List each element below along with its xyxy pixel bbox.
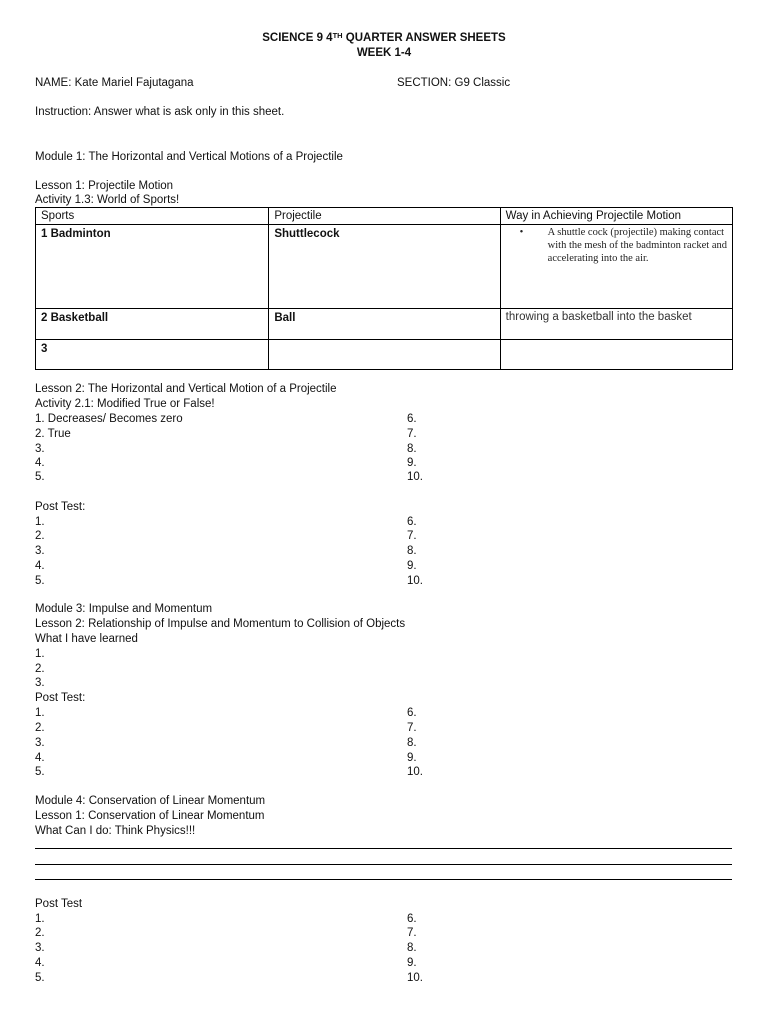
post-answer-left: 2. [35, 530, 45, 542]
answer-right: 10. [407, 471, 423, 483]
post-answer-left: 1. [35, 707, 45, 719]
post-answer-right: 7. [407, 927, 417, 939]
answer-left: 4. [35, 457, 45, 469]
student-name: NAME: Kate Mariel Fajutagana [35, 77, 194, 89]
table-row [36, 225, 733, 309]
post-answer-right: 10. [407, 766, 423, 778]
post-answer-right: 7. [407, 530, 417, 542]
sport-cell: 1 Badminton [36, 225, 269, 309]
projectile-cell: Ball [269, 309, 500, 340]
post-answer-left: 3. [35, 545, 45, 557]
sport-cell: 2 Basketball [36, 309, 269, 340]
answer-left: 1. Decreases/ Becomes zero [35, 413, 183, 425]
way-cell [500, 340, 732, 370]
instruction-text: Instruction: Answer what is ask only in this sheet. [35, 106, 285, 118]
header-projectile: Projectile [269, 208, 500, 225]
way-cell: • A shuttle cock (projectile) making contact with the mesh of the badminton racket and accelerating into the air. [500, 225, 732, 309]
answer-left: 2. True [35, 428, 71, 440]
projectile-cell [269, 340, 500, 370]
module4-lesson: Lesson 1: Conservation of Linear Momentum [35, 810, 265, 822]
post-answer-right: 6. [407, 516, 417, 528]
post-answer-right: 8. [407, 737, 417, 749]
module4-title: Module 4: Conservation of Linear Momentum [35, 795, 266, 807]
post-answer-left: 4. [35, 560, 45, 572]
activity2-title: Activity 2.1: Modified True or False! [35, 398, 215, 410]
answer-right: 9. [407, 457, 417, 469]
answer-right: 8. [407, 443, 417, 455]
post-answer-left: 5. [35, 575, 45, 587]
way-cell: throwing a basketball into the basket [500, 309, 732, 340]
header-sports: Sports [36, 208, 269, 225]
post-answer-right: 10. [407, 575, 423, 587]
sport-cell: 3 [36, 340, 269, 370]
learned-label: What I have learned [35, 633, 138, 645]
lesson2-title: Lesson 2: The Horizontal and Vertical Motion of a Projectile [35, 383, 337, 395]
answer-right: 7. [407, 428, 417, 440]
document-week: WEEK 1-4 [356, 47, 412, 59]
post-test-label: Post Test: [35, 501, 86, 513]
post-answer-right: 10. [407, 972, 423, 984]
learned-item: 2. [35, 663, 45, 675]
post-answer-right: 8. [407, 942, 417, 954]
post-answer-right: 9. [407, 560, 417, 572]
post-answer-right: 6. [407, 913, 417, 925]
post-answer-left: 4. [35, 752, 45, 764]
answer-left: 3. [35, 443, 45, 455]
answer-left: 5. [35, 471, 45, 483]
post-answer-left: 1. [35, 913, 45, 925]
post-answer-left: 2. [35, 927, 45, 939]
post-answer-left: 5. [35, 766, 45, 778]
post-answer-right: 6. [407, 707, 417, 719]
post-answer-right: 9. [407, 752, 417, 764]
answer-right: 6. [407, 413, 417, 425]
header-way: Way in Achieving Projectile Motion [500, 208, 732, 225]
projectile-cell: Shuttlecock [269, 225, 500, 309]
sports-table [35, 207, 733, 370]
lesson1-title: Lesson 1: Projectile Motion [35, 180, 174, 192]
post-answer-right: 8. [407, 545, 417, 557]
answer-line[interactable] [35, 864, 732, 865]
think-label: What Can I do: Think Physics!!! [35, 825, 196, 837]
answer-line[interactable] [35, 848, 732, 849]
module3-lesson: Lesson 2: Relationship of Impulse and Momentum to Collision of Objects [35, 618, 406, 630]
module3-title: Module 3: Impulse and Momentum [35, 603, 213, 615]
bullet-icon: • [519, 227, 524, 238]
learned-item: 3. [35, 677, 45, 689]
post-answer-left: 5. [35, 972, 45, 984]
post-answer-right: 9. [407, 957, 417, 969]
student-section: SECTION: G9 Classic [397, 77, 511, 89]
post-answer-left: 4. [35, 957, 45, 969]
document-title: SCIENCE 9 4TH QUARTER ANSWER SHEETS [262, 31, 506, 44]
table-row [36, 340, 733, 370]
post-answer-left: 3. [35, 942, 45, 954]
table-header-row [36, 208, 733, 225]
module1-title: Module 1: The Horizontal and Vertical Motions of a Projectile [35, 151, 343, 163]
post-answer-right: 7. [407, 722, 417, 734]
post-test-label: Post Test: [35, 692, 86, 704]
activity1-title: Activity 1.3: World of Sports! [35, 194, 180, 206]
post-answer-left: 1. [35, 516, 45, 528]
post-answer-left: 2. [35, 722, 45, 734]
post-test-label: Post Test [35, 898, 83, 910]
learned-item: 1. [35, 648, 45, 660]
post-answer-left: 3. [35, 737, 45, 749]
table-row [36, 309, 733, 340]
answer-line[interactable] [35, 879, 732, 880]
